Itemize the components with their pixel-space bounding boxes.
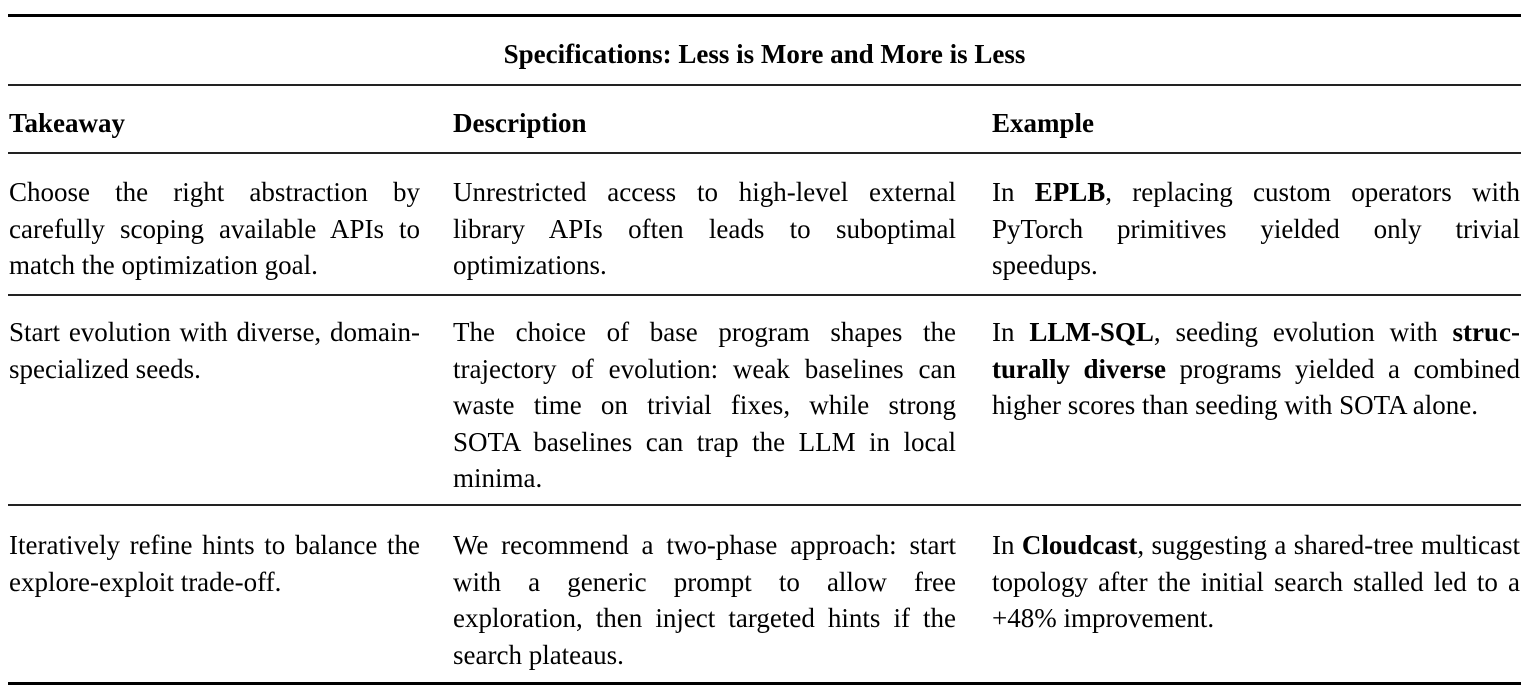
row-rule <box>8 294 1521 296</box>
top-rule <box>8 14 1521 17</box>
bottom-rule <box>8 682 1521 685</box>
row-description: We recommend a two-phase approach: start with a generic prompt to allow free exploration, then inject targeted hints if the search plateaus. <box>453 530 956 670</box>
table-title: Specifications: Less is More and More is Less <box>503 39 1026 69</box>
example-system-name: Cloudcast <box>1021 530 1138 560</box>
example-system-name: EPLB <box>1034 177 1106 207</box>
row-takeaway: Start evolution with diverse, domain-specialized seeds. <box>9 317 420 384</box>
title-rule <box>8 84 1521 86</box>
header-takeaway: Takeaway <box>9 108 126 138</box>
example-system-name: LLM-SQL <box>1029 317 1154 347</box>
row-description: The choice of base program shapes the trajectory of evolution: weak baselines can waste time on trivial fixes, while strong SOTA baselines can trap the LLM in local minima. <box>453 317 956 493</box>
row-example: In EPLB, replacing custom operators with PyTorch primitives yielded only trivial speedups. <box>992 177 1520 280</box>
row-description: Unrestricted access to high-level external library APIs often leads to suboptimal optimizations. <box>453 177 956 280</box>
header-description: Description <box>453 108 587 138</box>
row-takeaway: Choose the right abstraction by carefully scoping available APIs to match the optimization goal. <box>9 177 420 280</box>
row-rule <box>8 504 1521 506</box>
row-takeaway: Iteratively refine hints to balance the explore-exploit trade-off. <box>9 530 420 597</box>
header-rule <box>8 152 1521 154</box>
header-example: Example <box>992 108 1095 138</box>
example-emphasis: structurally diverse <box>992 317 1521 384</box>
row-example: In Cloudcast, suggesting a shared-tree multicast topology after the initial search stalled led to a +48% improvement. <box>992 530 1521 633</box>
row-example: In LLM-SQL, seeding evolution with structurally diverse programs yielded a combined higher scores than seeding with SOTA alone. <box>992 317 1521 420</box>
